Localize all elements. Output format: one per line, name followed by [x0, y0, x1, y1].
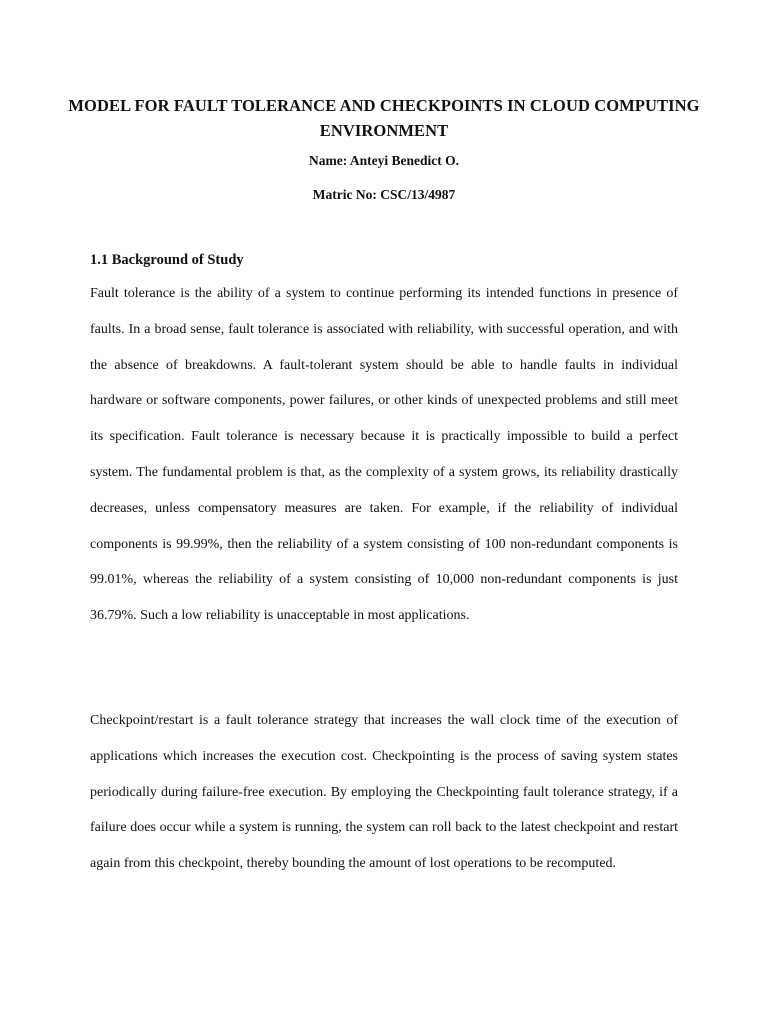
body-paragraph-fault-tolerance: Fault tolerance is the ability of a system to continue performing its intended functions in presence of faults. In a broad sense, fault tolerance is associated with reliability, with successful operation, and with the absence of breakdowns. A fault-tolerant system should be able to handle faults in individual hardware or software components, power failures, or other kinds of unexpected problems and still meet its specification. Fault tolerance is necessary because it is practically impossible to build a perfect system. The fundamental problem is that, as the complexity of a system grows, its reliability drastically decreases, unless compensatory measures are taken. For example, if the reliability of individual components is 99.99%, then the reliability of a system consisting of 100 non-redundant components is 99.01%, whereas the reliability of a system consisting of 10,000 non-redundant components is just 36.79%. Such a low reliability is unacceptable in most applications. [90, 286, 678, 624]
section-heading: 1.1 Background of Study [90, 252, 244, 268]
matric-number: Matric No: CSC/13/4987 [312, 187, 456, 202]
body-paragraph-checkpointing: Checkpoint/restart is a fault tolerance strategy that increases the wall clock time of the execution of applications which increases the execution cost. Checkpointing is the process of saving system states periodically during failure-free execution. By employing the Checkpointing fault tolerance strategy, if a failure does occur while a system is running, the system can roll back to the latest checkpoint and restart again from this checkpoint, thereby bounding the amount of lost operations to be recomputed. [90, 713, 678, 872]
author-name: Name: Anteyi Benedict O. [309, 153, 459, 168]
document-title: MODEL FOR FAULT TOLERANCE AND CHECKPOINTS IN CLOUD COMPUTING ENVIRONMENT [68, 96, 700, 140]
